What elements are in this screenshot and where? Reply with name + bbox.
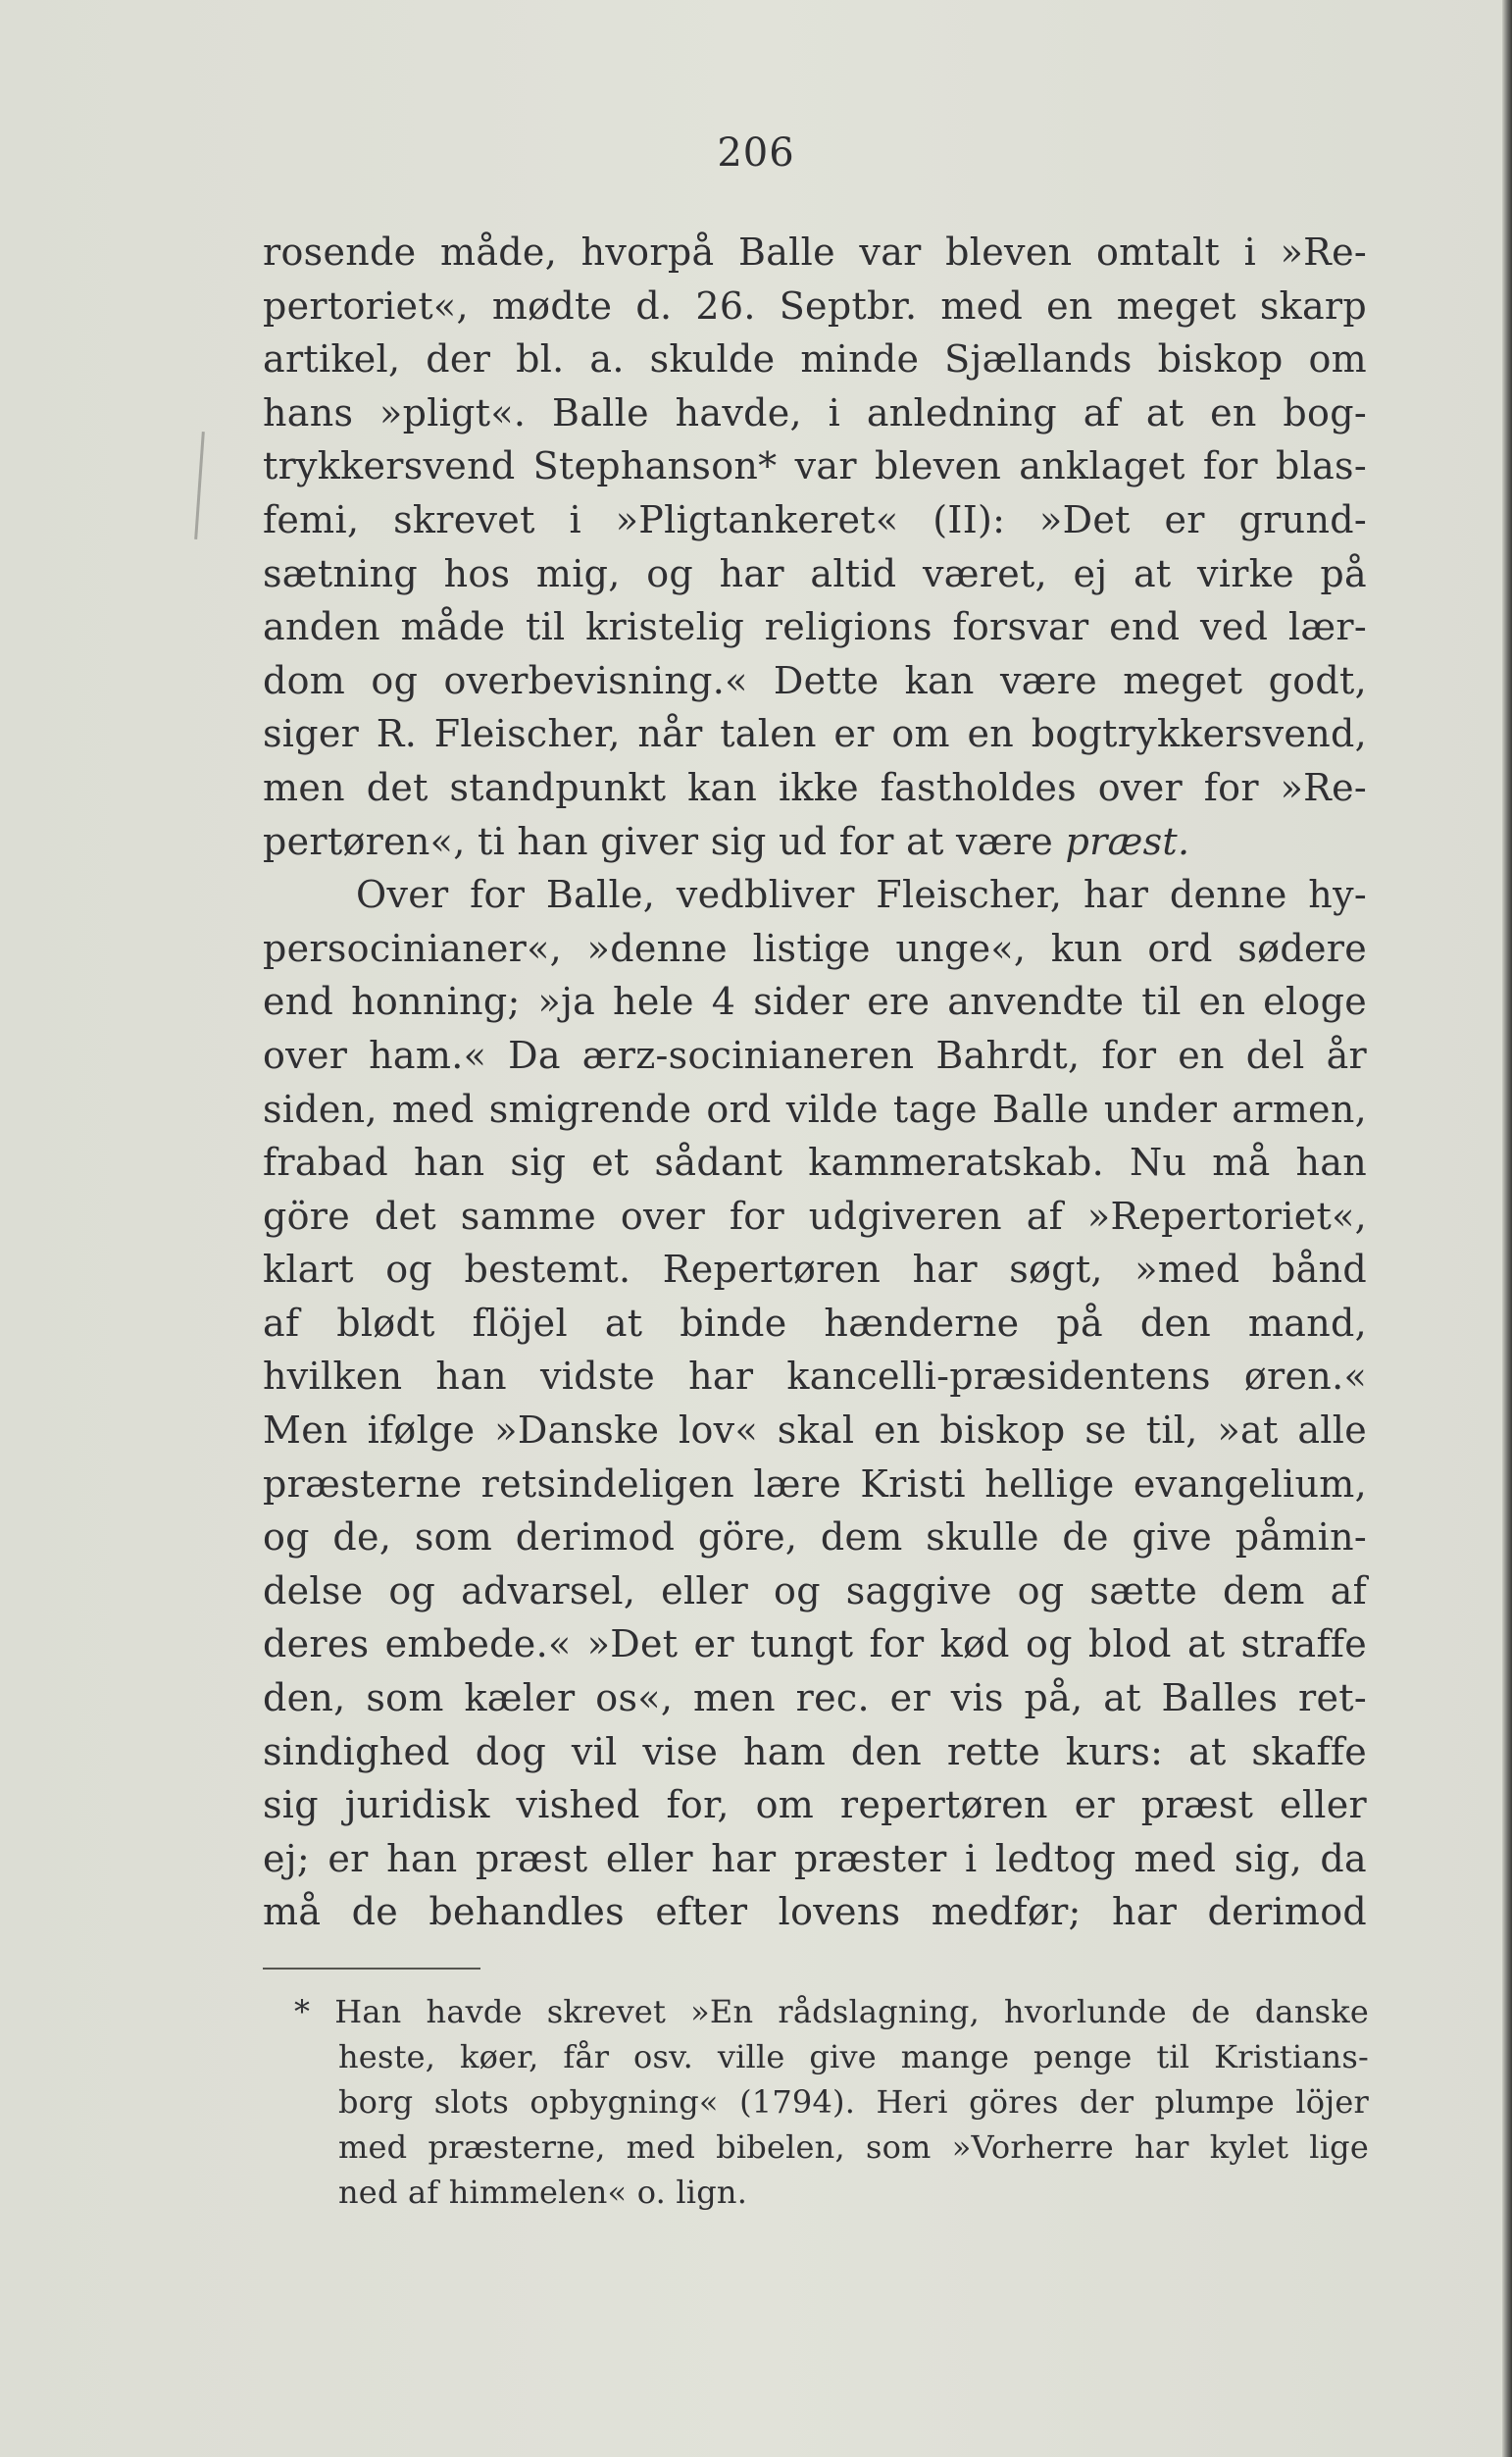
footnote-block xyxy=(294,1989,1369,2215)
text-line: frabad han sig et sådant kammeratskab. Nu må han xyxy=(263,1141,1367,1185)
footnote-line: med præsterne, med bibelen, som »Vorherre har kylet lige xyxy=(338,2128,1369,2166)
footnote-divider xyxy=(263,1968,480,1970)
text-line: Men ifølge »Danske lov« skal en biskop se til, »at alle xyxy=(263,1408,1367,1453)
text-line: femi, skrevet i »Pligtankeret« (II): »Det er grund- xyxy=(263,497,1367,541)
text-line: rosende måde, hvorpå Balle var bleven omtalt i »Re- xyxy=(263,230,1367,274)
text-line: end honning; »ja hele 4 sider ere anvendte til en eloge xyxy=(263,980,1367,1024)
text-line: den, som kæler os«, men rec. er vis på, at Balles ret- xyxy=(263,1676,1367,1720)
text-line: af blødt flöjel at binde hænderne på den mand, xyxy=(263,1301,1367,1345)
text-line: trykkersvend Stephanson* var bleven anklaget for blas- xyxy=(263,444,1367,488)
footnote-line: borg slots opbygning« (1794). Heri göres der plumpe löjer xyxy=(338,2083,1369,2121)
text-line: og de, som derimod göre, dem skulle de give påmin- xyxy=(263,1515,1367,1560)
footnote-line: ned af himmelen« o. lign. xyxy=(338,2174,748,2211)
text-line: hvilken han vidste har kancelli-præsidentens øren.« xyxy=(263,1355,1367,1399)
text-line: sindighed dog vil vise ham den rette kurs: at skaffe xyxy=(263,1729,1367,1773)
text-line: præsterne retsindeligen lære Kristi hellige evangelium, xyxy=(263,1461,1367,1506)
text-line: anden måde til kristelig religions forsvar end ved lær- xyxy=(263,605,1367,649)
text-line: göre det samme over for udgiveren af »Repertoriet«, xyxy=(263,1194,1367,1238)
text-line: deres embede.« »Det er tungt for kød og blod at straffe xyxy=(263,1622,1367,1666)
page-number: 206 xyxy=(717,130,795,176)
text-line: sig juridisk vished for, om repertøren er præst eller xyxy=(263,1783,1367,1827)
text-line: Over for Balle, vedbliver Fleischer, har denne hy- xyxy=(356,873,1367,917)
text-line: pertøren«, ti han giver sig ud for at være præst. xyxy=(263,819,1190,863)
text-line: må de behandles efter lovens medfør; har derimod xyxy=(263,1890,1367,1934)
text-line: delse og advarsel, eller og saggive og sætte dem af xyxy=(263,1568,1367,1612)
text-line: men det standpunkt kan ikke fastholdes over for »Re- xyxy=(263,765,1367,809)
emphasized-word: præst. xyxy=(1065,819,1190,863)
main-text-block xyxy=(263,226,1367,1939)
footnote-line: * Han havde skrevet »En rådslagning, hvorlunde de danske xyxy=(294,1993,1369,2030)
text-line: pertoriet«, mødte d. 26. Septbr. med en meget skarp xyxy=(263,283,1367,328)
footnote-line: heste, køer, får osv. ville give mange penge til Kristians- xyxy=(338,2038,1369,2075)
page-edge-shadow xyxy=(1502,0,1512,2457)
text-line: siger R. Fleischer, når talen er om en bogtrykkersvend, xyxy=(263,712,1367,756)
text-line: dom og overbevisning.« Dette kan være meget godt, xyxy=(263,658,1367,702)
text-line: sætning hos mig, og har altid været, ej at virke på xyxy=(263,551,1367,595)
text-line: artikel, der bl. a. skulde minde Sjællands biskop om xyxy=(263,337,1367,382)
text-line: hans »pligt«. Balle havde, i anledning af at en bog- xyxy=(263,390,1367,435)
text-line: klart og bestemt. Repertøren har søgt, »med bånd xyxy=(263,1248,1367,1292)
text-line: ej; er han præst eller har præster i ledtog med sig, da xyxy=(263,1836,1367,1880)
text-line: over ham.« Da ærz-socinianeren Bahrdt, for en del år xyxy=(263,1033,1367,1077)
margin-pencil-mark xyxy=(194,432,205,539)
text-line: siden, med smigrende ord vilde tage Balle under armen, xyxy=(263,1087,1367,1131)
text-line: persocinianer«, »denne listige unge«, kun ord sødere xyxy=(263,926,1367,970)
